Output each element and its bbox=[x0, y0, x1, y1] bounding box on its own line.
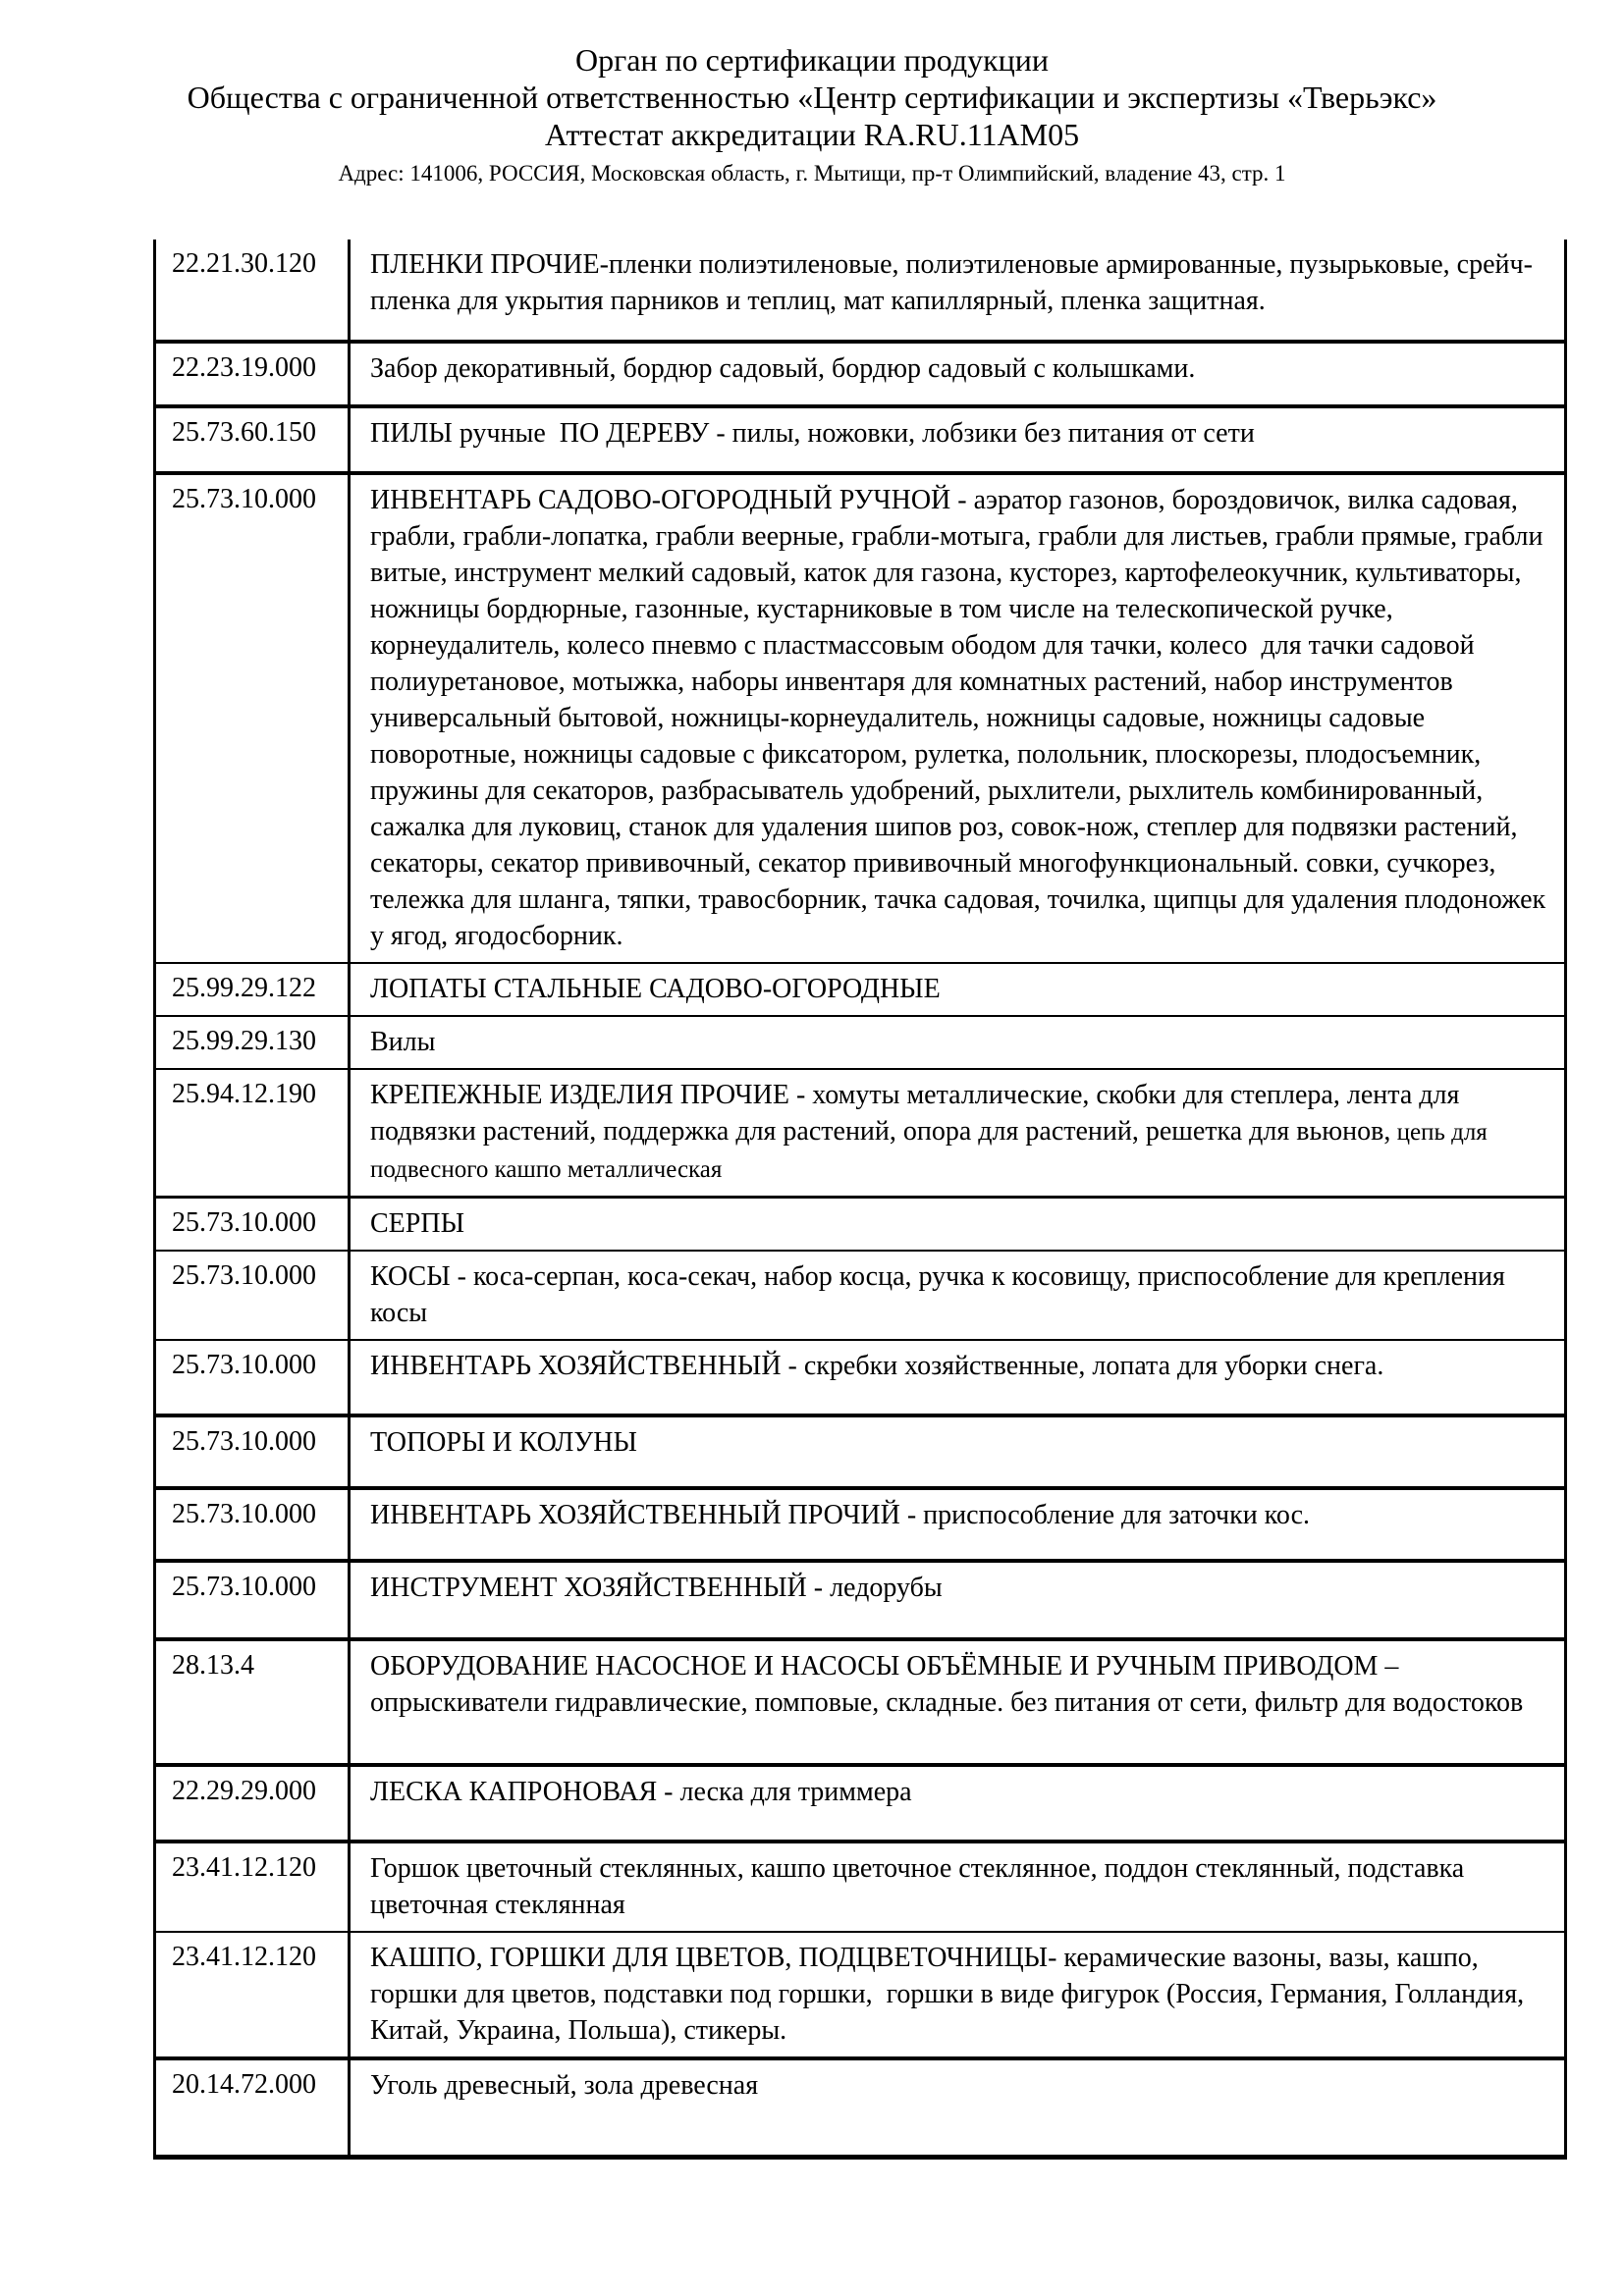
product-description-text: КРЕПЕЖНЫЕ ИЗДЕЛИЯ ПРОЧИЕ - хомуты металлические, скобки для степлера, лента для подвязки растений, поддержка для растений, опора для растений, решетка для вьюнов, bbox=[370, 1080, 1467, 1147]
product-description-text: Уголь древесный, зола древесная bbox=[370, 2070, 759, 2101]
product-description-text: КАШПО, ГОРШКИ ДЛЯ ЦВЕТОВ, ПОДЦВЕТОЧНИЦЫ- керамические вазоны, вазы, кашпо, горшки для цветов, подставки под горшки, горшки в виде фигурок (Россия, Германия, Голландия, Китай, Украина, Польша), стикеры. bbox=[370, 1943, 1532, 2046]
product-description-cell bbox=[351, 1252, 1564, 1339]
table-row bbox=[156, 1252, 1564, 1341]
product-code-cell: 25.94.12.190 bbox=[156, 1070, 351, 1196]
table-row bbox=[156, 1490, 1564, 1563]
header-attestation-line: Аттестат аккредитации RA.RU.11АМ05 bbox=[544, 117, 1080, 152]
table-row bbox=[156, 1199, 1564, 1252]
product-description-text: ЛОПАТЫ СТАЛЬНЫЕ САДОВО-ОГОРОДНЫЕ bbox=[370, 974, 941, 1004]
table-row bbox=[156, 1767, 1564, 1843]
product-description-text: ИНВЕНТАРЬ САДОВО-ОГОРОДНЫЙ РУЧНОЙ - аэратор газонов, бороздовичок, вилка садовая, грабли, грабли-лопатка, грабли веерные, грабли-мотыга, грабли для листьев, грабли прямые, грабли витые, инструмент мелкий садовый, каток для газона, кусторез, картофелеокучник, культиваторы, ножницы бордюрные, газонные, кустарниковые в том числе на телескопической ручке, корнеудалитель, колесо пневмо с пластмассовым ободом для тачки, колесо для тачки садовой полиуретановое, мотыжка, наборы инвентаря для комнатных растений, набор инструментов универсальный бытовой, ножницы-корнеудалитель, ножницы садовые, ножницы садовые поворотные, ножницы садовые с фиксатором, рулетка, полольник, плоскорезы, плодосъемник, пружины для секаторов, разбрасыватель удобрений, рыхлители, рыхлитель комбинированный, сажалка для луковиц, станок для удаления шипов роз, совок-нож, степлер для подвязки растений, секаторы, секатор прививочный, секатор прививочный многофункциональный. совки, сучкорез, тележка для шланга, тяпки, травосборник, тачка садовая, точилка, щипцы для удаления плодоножек у ягод, ягодосборник. bbox=[370, 485, 1553, 951]
product-description-text: Вилы bbox=[370, 1027, 436, 1057]
product-code-cell: 25.73.10.000 bbox=[156, 1490, 351, 1559]
table-row bbox=[156, 240, 1564, 344]
product-description-text: СЕРПЫ bbox=[370, 1208, 464, 1239]
product-code-cell: 20.14.72.000 bbox=[156, 2060, 351, 2155]
product-description-cell bbox=[351, 1490, 1564, 1559]
product-code-cell: 25.73.10.000 bbox=[156, 1417, 351, 1486]
header-address-line: Адрес: 141006, РОССИЯ, Московская область, г. Мытищи, пр-т Олимпийский, владение 43, стр. 1 bbox=[338, 161, 1286, 186]
product-description-cell bbox=[351, 240, 1564, 340]
product-code-cell: 25.99.29.130 bbox=[156, 1017, 351, 1068]
table-row bbox=[156, 1417, 1564, 1490]
product-description-cell bbox=[351, 2060, 1564, 2155]
product-code-cell: 25.73.60.150 bbox=[156, 408, 351, 471]
table-row bbox=[156, 1933, 1564, 2060]
product-description-cell bbox=[351, 1563, 1564, 1637]
product-description-cell bbox=[351, 1017, 1564, 1068]
product-description-text: ОБОРУДОВАНИЕ НАСОСНОЕ И НАСОСЫ ОБЪЁМНЫЕ И РУЧНЫМ ПРИВОДОМ – опрыскиватели гидравлические, помповые, складные. без питания от сети, фильтр для водостоков bbox=[370, 1651, 1524, 1718]
products-table bbox=[153, 240, 1567, 2160]
product-description-text: КОСЫ - коса-серпан, коса-секач, набор косца, ручка к косовищу, приспособление для крепления косы bbox=[370, 1261, 1512, 1328]
product-code-cell: 22.23.19.000 bbox=[156, 344, 351, 404]
product-description-cell bbox=[351, 1070, 1564, 1196]
product-description-text: ИНСТРУМЕНТ ХОЗЯЙСТВЕННЫЙ - ледорубы bbox=[370, 1573, 943, 1603]
table-row bbox=[156, 1017, 1564, 1070]
product-description-text: ИНВЕНТАРЬ ХОЗЯЙСТВЕННЫЙ - скребки хозяйственные, лопата для уборки снега. bbox=[370, 1351, 1384, 1381]
product-description-cell bbox=[351, 964, 1564, 1015]
product-code-cell: 25.73.10.000 bbox=[156, 1199, 351, 1250]
product-description-cell bbox=[351, 1417, 1564, 1486]
product-code-cell: 25.99.29.122 bbox=[156, 964, 351, 1015]
table-row bbox=[156, 475, 1564, 964]
product-description-cell bbox=[351, 408, 1564, 471]
product-description-text: ПИЛЫ ручные ПО ДЕРЕВУ - пилы, ножовки, лобзики без питания от сети bbox=[370, 418, 1255, 449]
document-header bbox=[0, 0, 1624, 188]
table-row bbox=[156, 344, 1564, 408]
table-row bbox=[156, 964, 1564, 1017]
table-row bbox=[156, 1641, 1564, 1767]
product-code-cell: 22.29.29.000 bbox=[156, 1767, 351, 1840]
table-row bbox=[156, 1070, 1564, 1199]
product-description-text: ТОПОРЫ И КОЛУНЫ bbox=[370, 1427, 637, 1458]
product-description-text: ИНВЕНТАРЬ ХОЗЯЙСТВЕННЫЙ ПРОЧИЙ - приспособление для заточки кос. bbox=[370, 1500, 1310, 1530]
header-org-line: Орган по сертификации продукции bbox=[574, 42, 1050, 78]
product-description-cell bbox=[351, 344, 1564, 404]
product-code-cell: 28.13.4 bbox=[156, 1641, 351, 1763]
table-row bbox=[156, 1341, 1564, 1417]
product-description-smalltext: цепь для подвесного кашпо металлическая bbox=[370, 1119, 1494, 1183]
product-description-cell bbox=[351, 1843, 1564, 1931]
product-code-cell: 23.41.12.120 bbox=[156, 1933, 351, 2056]
product-description-cell bbox=[351, 1199, 1564, 1250]
header-company-line: Общества с ограниченной ответственностью «Центр сертификации и экспертизы «Тверьэкс» bbox=[187, 80, 1437, 115]
product-code-cell: 25.73.10.000 bbox=[156, 1563, 351, 1637]
product-code-cell: 25.73.10.000 bbox=[156, 475, 351, 962]
product-description-cell bbox=[351, 1341, 1564, 1414]
table-row bbox=[156, 1563, 1564, 1641]
product-description-cell bbox=[351, 1933, 1564, 2056]
product-description-text: Горшок цветочный стеклянных, кашпо цветочное стеклянное, поддон стеклянный, подставка цветочная стеклянная bbox=[370, 1853, 1472, 1920]
product-description-cell bbox=[351, 475, 1564, 962]
product-description-cell bbox=[351, 1767, 1564, 1840]
product-description-cell bbox=[351, 1641, 1564, 1763]
product-description-text: Забор декоративный, бордюр садовый, бордюр садовый с колышками. bbox=[370, 353, 1196, 384]
product-description-text: ЛЕСКА КАПРОНОВАЯ - леска для триммера bbox=[370, 1777, 912, 1807]
product-code-cell: 23.41.12.120 bbox=[156, 1843, 351, 1931]
table-row bbox=[156, 2060, 1564, 2160]
product-description-text: ПЛЕНКИ ПРОЧИЕ-пленки полиэтиленовые, полиэтиленовые армированные, пузырьковые, срейч-пленка для укрытия парников и теплиц, мат капиллярный, пленка защитная. bbox=[370, 249, 1533, 316]
table-row bbox=[156, 408, 1564, 475]
table-row bbox=[156, 1843, 1564, 1933]
product-code-cell: 25.73.10.000 bbox=[156, 1341, 351, 1414]
product-code-cell: 25.73.10.000 bbox=[156, 1252, 351, 1339]
product-code-cell: 22.21.30.120 bbox=[156, 240, 351, 340]
